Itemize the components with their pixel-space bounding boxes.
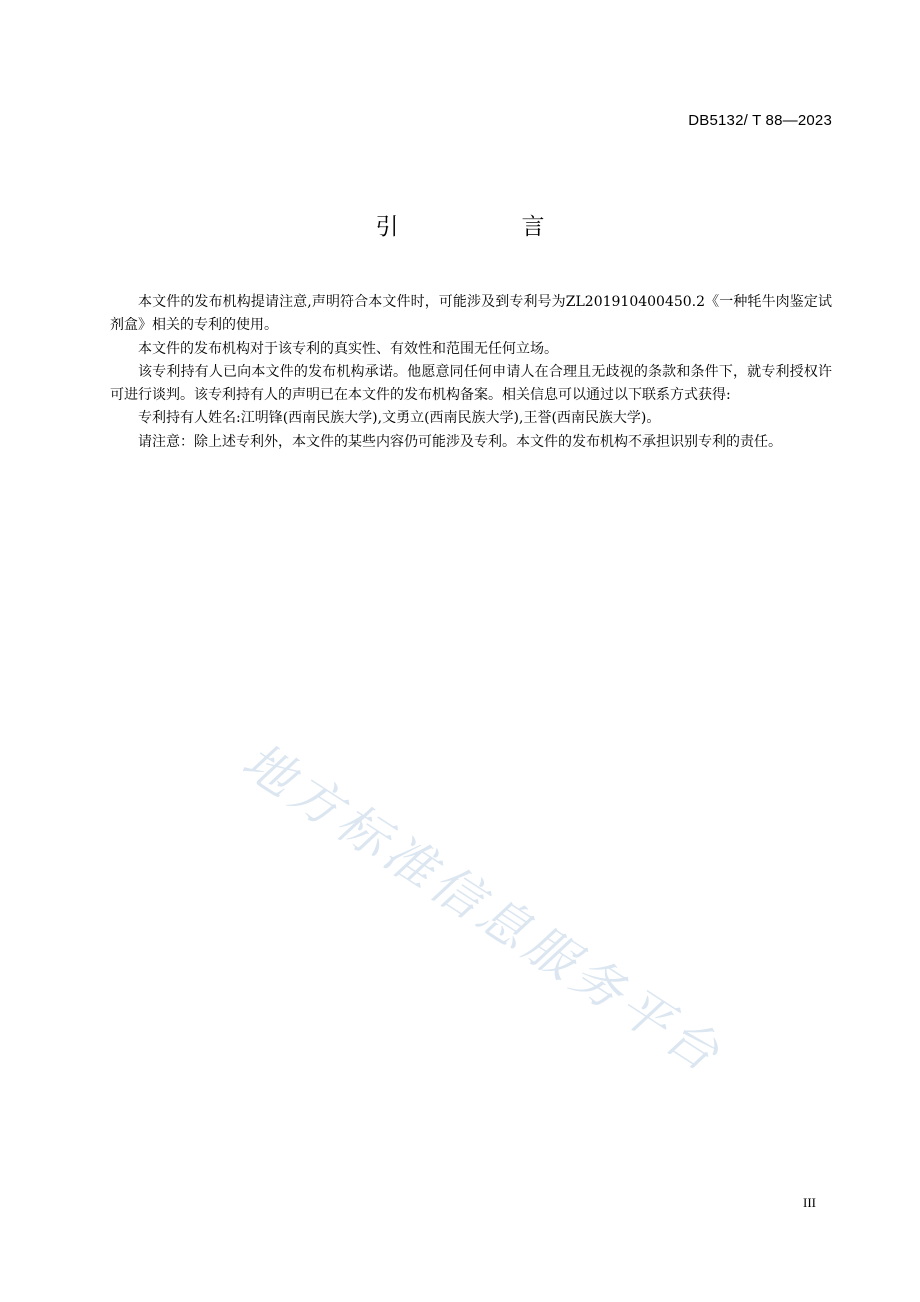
watermark: 地方标准信息服务平台: [232, 731, 734, 1086]
paragraph-holder-commitment: 该专利持有人已向本文件的发布机构承诺。他愿意同任何申请人在合理且无歧视的条款和条件下，就专利授权许可进行谈判。该专利持有人的声明已在本文件的发布机构备案。相关信息可以通过以下联系方式获得:: [110, 363, 832, 404]
standard-code: DB5132/ T 88—2023: [688, 112, 832, 129]
paragraph-patent-notice: 本文件的发布机构提请注意,声明符合本文件时，可能涉及到专利号为ZL201910400450.2《一种牦牛肉鉴定试剂盒》相关的专利的使用。: [110, 294, 832, 334]
paragraph-holder-names: 专利持有人姓名:江明锋(西南民族大学),文勇立(西南民族大学),王誉(西南民族大学)。: [138, 410, 661, 427]
section-title: 引 言: [375, 214, 595, 240]
document-body: [110, 291, 832, 454]
paragraph-no-position: 本文件的发布机构对于该专利的真实性、有效性和范围无任何立场。: [138, 340, 558, 357]
paragraph-disclaimer: 请注意：除上述专利外，本文件的某些内容仍可能涉及专利。本文件的发布机构不承担识别专利的责任。: [138, 433, 782, 450]
page-number: III: [803, 1195, 816, 1210]
